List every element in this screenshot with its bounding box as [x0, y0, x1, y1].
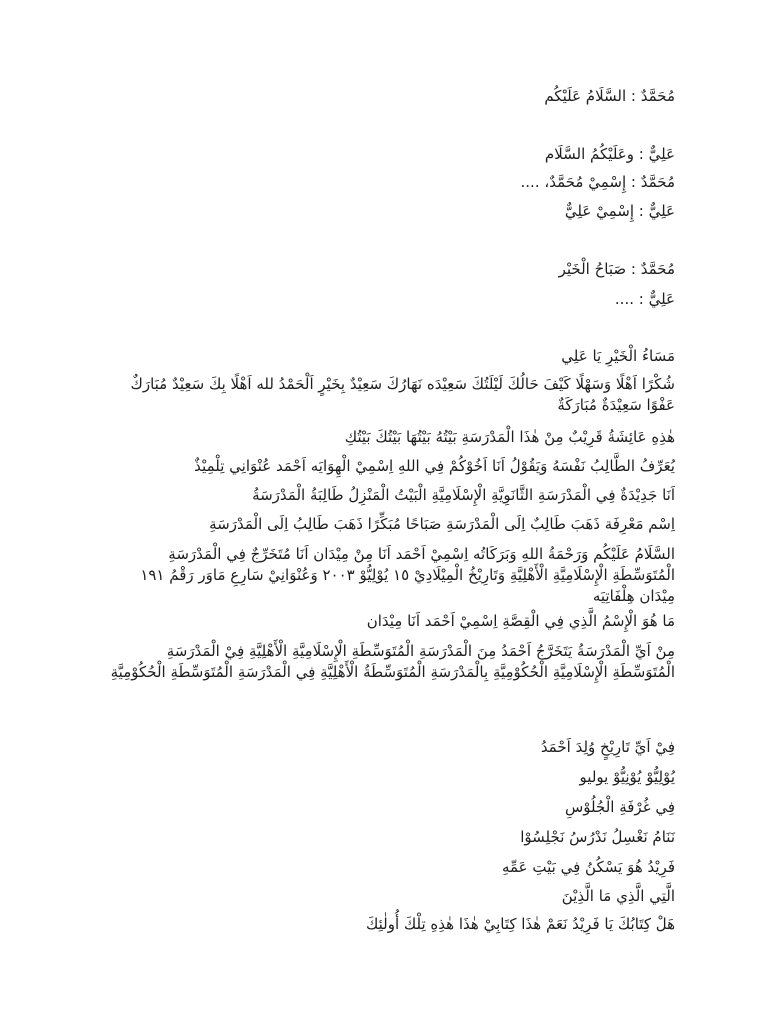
text-paragraph: هٰذِهِ عَائِشَةُ قَرِيْبٌ مِنْ هٰذَا الْمَدْرَسَةِ بَيْتُهُ بَيْتُهَا بَيْتُكَ بَيْتُكِ [344, 428, 675, 446]
dialogue-line: عَلِيٌّ : وعَلَيْكُمُ السَّلَام [544, 145, 675, 163]
text-paragraph: مِنْ اَيِّ الْمَدْرَسَةُ يَتَخَرَّجُ اَحْمَدُ مِنَ الْمَدْرَسَةِ الْمُتَوَسِّطَةِ الْإِسْلَامِيَّةِ الْأَهْلِيَّةِ فِيْ الْمَدْرَسَةِ الْمُتَوَسِّطَةِ الْإِسْلَامِيَّةِ الْحُكُوْمِيَّةِ بِالْمَدْرَسَةِ الْمُتَوَسِّطَةُ الْأَهْلِيَّةِ فِي الْمَدْرَسَةِ الْمُتَوَسِّطَةِ الْحُكُوْمِيَّةِ [110, 642, 675, 681]
text-paragraph: مَسَاءُ الْخَيْرِ يَا عَلِي [561, 347, 675, 365]
text-paragraph: اَنَا جَدِيْدَةٌ فِي الْمَدْرَسَةِ الثَّانَوِيَّةِ الْإِسْلَامِيَّةِ الْبَيْتُ الْمَنْزِلُ طَالِبَةُ الْمَدْرَسَةُ [252, 486, 675, 504]
dialogue-line: مُحَمَّدٌ : صَبَاحُ الْخَيْر [558, 260, 675, 278]
text-paragraph: مَا هُوَ الْإِسْمُ الَّذِي فِي الْقِصَّةِ اِسْمِيْ اَحْمَد اَنَا مِيْدَان [366, 612, 675, 630]
dialogue-line: مُحَمَّدٌ : إِسْمِيْ مُحَمَّدٌ، .... [520, 173, 675, 191]
text-paragraph: شُكْرًا اَهْلًا وَسَهْلًا كَيْفَ حَالُكَ لَيْلَتُكَ سَعِيْدَه نَهَارُكَ سَعِيْدٌ بِخَيْرٍ اَلْحَمْدُ لله اَهْلًا بِكَ سَعِيْدٌ مُبَارَكٌ عَفْوًا سَعِيْدَةٌ مُبَارَكَةٌ [130, 375, 675, 414]
text-paragraph: نَنَامُ نَغْسِلُ نَدْرُسُ نَجْلِسُوْا [520, 828, 675, 846]
text-paragraph: فَرِيْدُ هُوَ يَسْكُنُ فِي بَيْتِ عَمِّهِ [501, 858, 675, 876]
text-paragraph: اِسْم مَعْرِفَة ذَهَبَ طَالِبٌ اِلَى الْمَدْرَسَةِ صَبَاحًا مُبَكِّرًا ذَهَبَ طَالِبُ اِلَى الْمَدْرَسَةِ [209, 515, 675, 533]
text-paragraph: يُعَرِّفُ الطَّالِبُ نَفْسَهُ وَيَقُوْلُ اَنَا اَخُوْكُمْ فِي اللهِ اِسْمِيْ الْهِوَايَه اَحْمَد عُنْوَانِي تِلْمِيْذٌ [194, 457, 675, 475]
text-paragraph: الَّتِي الَّذِي مَا الَّذِيْنَ [561, 887, 675, 905]
text-paragraph: فِيْ اَيِّ تَارِيْخٍ وُلِدَ اَحْمَدُ [540, 738, 675, 756]
text-paragraph: فِي غُرْفَةِ الْجُلُوْسِ [565, 798, 675, 816]
dialogue-line: عَلِيٌّ : إِسْمِيْ عَلِيٌّ [564, 202, 675, 220]
dialogue-line: عَلِيٌّ : .... [614, 290, 675, 308]
dialogue-line: مُحَمَّدٌ : السَّلَامُ عَلَيْكُم [544, 87, 675, 105]
text-paragraph: السَّلَامُ عَلَيْكُم وَرَحْمَةُ اللهِ وَبَرَكَاتُه اِسْمِيْ اَحْمَد اَنَا مِنْ مِيْدَان اَنَا مُتَخَرِّجٌ فِي الْمَدْرَسَةِ الْمُتَوَسِّطَةِ الْإِسْلَامِيَّةِ الْأَهْلِيَّةِ وَتَارِيْخُ الْمِيْلَادِيْ ١٥ يُوْلِيُّوْ ٢٠٠٣ وَعُنْوَانِيْ سَارِعِ مَاوَر رَقْمُ ١٩١ مِيْدَان هِلْفَاتِيَه [140, 545, 675, 605]
text-paragraph: هَلْ كِتَابُكَ يَا فَرِيْدُ نَعَمْ هٰذَا كِتَابِيْ هٰذَا هٰذِهِ تِلْكَ أُولٰئِكَ [365, 915, 675, 933]
text-paragraph: يُوْلِيُّوْ يُوْنِيُّوْ يوليو [579, 768, 675, 786]
